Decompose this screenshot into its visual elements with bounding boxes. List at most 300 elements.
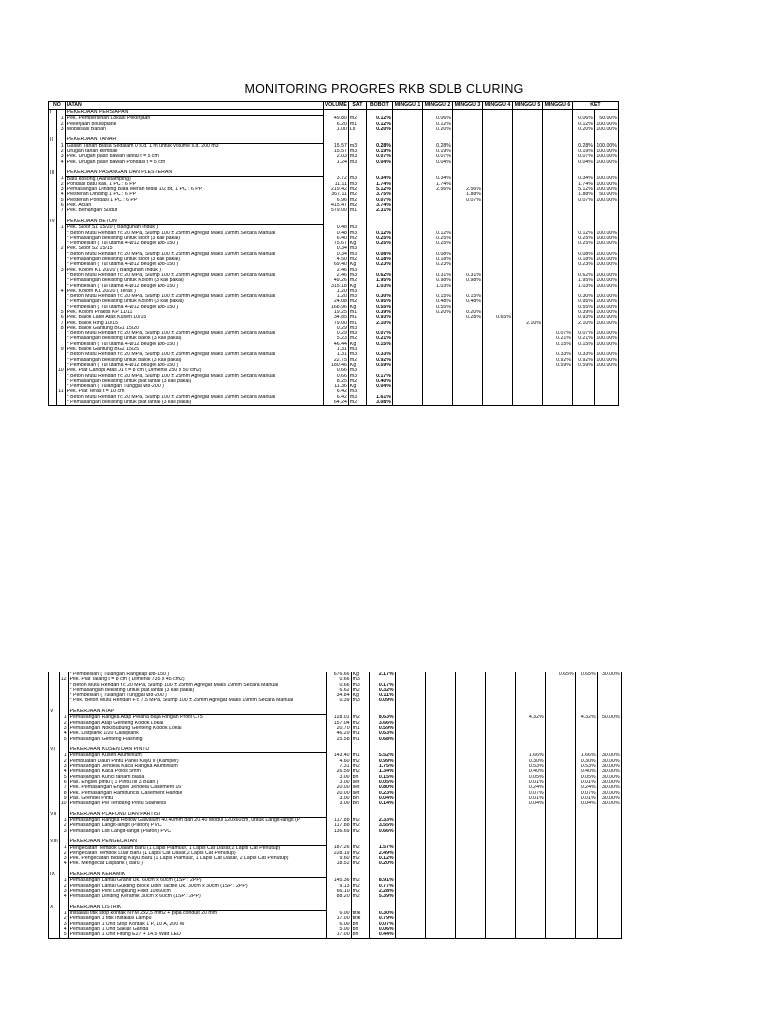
- cell-section: IX: [49, 872, 60, 878]
- cell-bobot: 0.68%: [369, 737, 395, 742]
- cell-bobot: 0.23%: [369, 791, 395, 796]
- cell-unit: bh: [351, 932, 369, 938]
- cell-volume: 415.47: [323, 203, 348, 208]
- cell-ket-percent: 100.00%: [594, 321, 618, 326]
- cell-number: 2: [56, 182, 65, 187]
- cell-minggu-5: [512, 400, 542, 406]
- cell-minggu-4: 0.65%: [482, 315, 512, 320]
- cell-ket-percent: 30.00%: [597, 753, 621, 759]
- cell-unit: m3: [348, 347, 366, 352]
- cell-number: 5: [56, 198, 65, 203]
- cell-bobot: 0.08%: [366, 252, 392, 257]
- cell-number: 7: [56, 208, 65, 213]
- cell-description: Pemasangan Rangka Atap Pelana Baja Ringan Profil C75: [68, 715, 326, 721]
- cell-description: PEKERJAAN KERAMIK: [68, 872, 326, 878]
- table-row: [49, 932, 622, 938]
- cell-unit: m3: [348, 225, 366, 231]
- cell-bobot: 0.32%: [369, 688, 395, 693]
- cell-volume: 0.48: [323, 225, 348, 231]
- cell-description: Pek. Kolom Praktis KP 11/11: [65, 310, 323, 315]
- cell-description: Plesteran Dinding 1 PC : 6 PP: [65, 192, 323, 197]
- cell-volume: 1.31: [323, 352, 348, 357]
- cell-section: V: [49, 709, 60, 715]
- cell-minggu-3: 0.28%: [452, 315, 482, 320]
- cell-section: VI: [49, 747, 60, 753]
- cell-ket-progress: 0.62%: [572, 273, 594, 278]
- header-minggu-5: MINGGU 5: [512, 102, 542, 110]
- cell-number: 4: [59, 731, 68, 736]
- cell-volume: 579.00: [323, 208, 348, 213]
- cell-description: * Beton Mutu Rendah f'c 20 MPa, Slump 100 ± 25mm Agregat Maks 19mm Secara Manual: [65, 252, 323, 257]
- cell-bobot: 0.40%: [366, 379, 392, 384]
- cell-description: Pemasangan Genteng Flashing: [68, 737, 326, 742]
- cell-volume: 8.25: [323, 379, 348, 384]
- cell-minggu-2: 0.20%: [422, 310, 452, 315]
- header-kegiatan: IATAN: [65, 102, 323, 110]
- cell-unit: m2: [348, 336, 366, 341]
- cell-description: PEKERJAAN PLAFOND DAN PARTISI: [68, 812, 326, 818]
- cell-bobot: 1.57%: [369, 845, 395, 851]
- cell-description: * Pembesian ( Tul utama 4-Ø12 beugel Ø8-150 ): [65, 241, 323, 246]
- cell-ket-percent: 100.00%: [594, 127, 618, 132]
- cell-bobot: 1.61%: [366, 395, 392, 400]
- cell-minggu-6: 0.07%: [542, 331, 572, 336]
- cell-number: 1: [59, 878, 68, 884]
- cell-description: Mobilisasi Bahan: [65, 127, 323, 132]
- cell-bobot: 0.17%: [366, 374, 392, 379]
- cell-unit: m3: [348, 368, 366, 373]
- cell-volume: 136.69: [326, 829, 351, 834]
- cell-ket-progress: 0.04%: [572, 160, 594, 165]
- cell-ket-progress: 5.12%: [572, 187, 594, 192]
- cell-volume: 180.46: [323, 363, 348, 368]
- cell-ket-percent: 100.00%: [594, 358, 618, 363]
- cell-description: Pemasangan Lantai Guiding Block Ubin Tactile Uk. 30cm x 30cm (1SP : 2PP): [68, 884, 326, 889]
- cell-description: Pemasangan Langit-langit (Plafon) PVC: [68, 823, 326, 828]
- cell-volume: 0.29: [323, 326, 348, 331]
- cell-bobot: 0.28%: [366, 143, 392, 149]
- cell-minggu-2: 0.04%: [422, 160, 452, 165]
- cell-ket-percent: 100.00%: [594, 154, 618, 159]
- cell-ket-progress: 0.59%: [572, 363, 594, 368]
- cell-volume: 46.29: [326, 731, 351, 736]
- cell-bobot: 2.33%: [369, 818, 395, 824]
- cell-ket-percent: 100.00%: [594, 284, 618, 289]
- cell-minggu-5: 0.53%: [515, 764, 545, 769]
- cell-number: 1: [59, 818, 68, 824]
- cell-ket-progress: 0.18%: [572, 257, 594, 262]
- cell-minggu-2: 0.34%: [422, 176, 452, 182]
- cell-volume: 145.36: [326, 878, 351, 884]
- cell-unit: m2: [348, 379, 366, 384]
- cell-minggu-4: [482, 400, 512, 406]
- cell-unit: bh: [351, 775, 369, 780]
- cell-unit: m3: [348, 326, 366, 331]
- cell-number: 2: [59, 721, 68, 726]
- cell-volume: 1.24: [323, 160, 348, 165]
- cell-bobot: 3.75%: [366, 192, 392, 197]
- cell-volume: 6.42: [323, 389, 348, 394]
- cell-unit: m1: [348, 315, 366, 320]
- cell-bobot: 0.07%: [366, 198, 392, 203]
- cell-unit: m2: [351, 851, 369, 856]
- cell-number: 4: [59, 894, 68, 899]
- cell-bobot: 1.95%: [366, 278, 392, 283]
- cell-bobot: 0.07%: [366, 331, 392, 336]
- cell-description: * Pemasangan bekisting untuk sloof (3 kali pakai): [65, 236, 323, 241]
- cell-ket-progress: 0.12%: [572, 231, 594, 236]
- cell-ket-percent: 30.00%: [597, 775, 621, 780]
- cell-unit: m3: [348, 231, 366, 236]
- cell-ket-percent: 30.00%: [597, 796, 621, 801]
- cell-ket-progress: 0.20%: [572, 127, 594, 132]
- cell-description: Pembuatan Daun Pintu Panel Kayu II (Kamper): [68, 759, 326, 764]
- cell-number: 1: [56, 143, 65, 149]
- cell-unit: m2: [351, 818, 369, 824]
- cell-unit: m2: [351, 769, 369, 774]
- cell-unit: Bh: [351, 801, 369, 806]
- cell-unit: m3: [351, 683, 369, 688]
- cell-description: Pek. Acian: [65, 203, 323, 208]
- cell-volume: 1.31: [323, 347, 348, 352]
- cell-bobot: 2.28%: [369, 889, 395, 894]
- cell-unit: m3: [348, 331, 366, 336]
- header-minggu-4: MINGGU 4: [482, 102, 512, 110]
- cell-minggu-3: 0.48%: [452, 299, 482, 304]
- cell-bobot: 0.79%: [369, 916, 395, 921]
- cell-unit: m1: [351, 726, 369, 731]
- cell-volume: 0.66: [323, 374, 348, 379]
- cell-unit: m2: [351, 823, 369, 828]
- cell-unit: m2: [348, 198, 366, 203]
- cell-unit: m2: [351, 861, 369, 866]
- cell-volume: 34.85: [323, 315, 348, 320]
- cell-description: Pek. Pengecatan Bidang Kayu Baru (1 Lapis Plamuur, 1 Lapis Cat Dasar, 2 Lapis Cat Penutup): [68, 856, 326, 861]
- cell-description: * Pembesian ( Tulangan Rangkap Ø8-150 ): [68, 672, 326, 677]
- cell-bobot: 1.03%: [366, 284, 392, 289]
- cell-description: * Pembesian ( Tulangan Tunggal Ø8-200 ): [68, 693, 326, 698]
- header-no: NO: [49, 102, 66, 110]
- cell-bobot: 0.92%: [366, 358, 392, 363]
- cell-ket-progress: [572, 400, 594, 406]
- cell-unit: m2: [351, 764, 369, 769]
- cell-volume: 18.52: [326, 861, 351, 866]
- header-minggu-6: MINGGU 6: [542, 102, 572, 110]
- cell-unit: Kg: [348, 241, 366, 246]
- cell-ket-progress: 0.34%: [572, 176, 594, 182]
- cell-bobot: 0.30%: [366, 294, 392, 299]
- cell-description: PEKERJAAN PASANGAN DAN PLESTERAN: [65, 170, 323, 176]
- cell-number: 8: [56, 326, 65, 331]
- cell-description: * Pembesian ( Tul utama 4-Ø12 beugel Ø8-150 ): [65, 342, 323, 347]
- cell-unit: m2: [348, 358, 366, 363]
- cell-description: Pondasi batu kali, 1 PC : 6 PP: [65, 182, 323, 187]
- cell-volume: 9.60: [326, 856, 351, 861]
- cell-description: Pek. Urugan pasir bawah lantai t = 5 cm: [65, 154, 323, 159]
- cell-ket-percent: 100.00%: [594, 352, 618, 357]
- cell-section: [49, 400, 57, 406]
- cell-description: Pek. Kolom K1 20/20 ( Bangunan Induk ): [65, 268, 323, 273]
- cell-unit: m2: [351, 889, 369, 894]
- cell-volume: 25.58: [326, 737, 351, 742]
- header-minggu-3: MINGGU 3: [452, 102, 482, 110]
- cell-number: 3: [56, 127, 65, 132]
- cell-ket-progress: 0.04%: [575, 801, 597, 806]
- cell-description: Pengecatan Tembok Luar Baru (1 Lapis Cat Dasar,2 Lapis Cat Penutup): [68, 851, 326, 856]
- cell-unit: m3: [348, 374, 366, 379]
- cell-volume: 3.00: [326, 801, 351, 806]
- cell-description: Pemasangan Pel Tendang Pintu Stainless: [68, 801, 326, 806]
- cell-description: Pemasangan Kaca Polos 5mm: [68, 769, 326, 774]
- cell-ket-percent: [594, 400, 618, 406]
- cell-ket-percent: 30.00%: [597, 759, 621, 764]
- cell-minggu-6: [542, 400, 572, 406]
- cell-volume: 6.96: [323, 198, 348, 203]
- cell-volume: 367.11: [323, 192, 348, 197]
- table-row: [49, 400, 619, 406]
- cell-volume: 315.18: [323, 284, 348, 289]
- cell-bobot: 0.04%: [366, 160, 392, 165]
- cell-number: 2: [59, 759, 68, 764]
- cell-volume: 69.40: [323, 262, 348, 267]
- cell-bobot: 8.63%: [369, 715, 395, 721]
- cell-description: PEKERJAAN ATAP: [68, 709, 326, 715]
- cell-bobot: 0.80%: [369, 785, 395, 790]
- cell-volume: 4.60: [326, 759, 351, 764]
- cell-volume: 24.08: [323, 299, 348, 304]
- cell-minggu-6: 0.92%: [542, 358, 572, 363]
- cell-description: Pek. Kolom K1 20/20 ( Teras ): [65, 289, 323, 294]
- cell-unit: titik: [351, 911, 369, 917]
- cell-number: 8: [59, 791, 68, 796]
- cell-description: Pemasangan 1 titik Instalasi Lampu: [68, 916, 326, 921]
- cell-ket-progress: 1.66%: [575, 753, 597, 759]
- cell-description: * Beton Mutu Rendah f'c 20 MPa, Slump 100 ± 25mm Agregat Maks 19mm Secara Manual: [65, 231, 323, 236]
- cell-description: Pek. Sloof S2 15/15: [65, 246, 323, 251]
- cell-bobot: 2.17%: [369, 672, 395, 677]
- cell-number: 4: [56, 160, 65, 165]
- cell-ket-percent: 100.00%: [594, 262, 618, 267]
- cell-unit: m2: [351, 829, 369, 834]
- cell-ket-percent: 100.00%: [594, 336, 618, 341]
- cell-minggu-2: 0.23%: [422, 262, 452, 267]
- cell-volume: 228.19: [326, 851, 351, 856]
- cell-bobot: 0.25%: [366, 236, 392, 241]
- cell-description: Pemasangan Nok/Bubung Genteng Kodok Lokal: [68, 726, 326, 731]
- cell-bobot: 0.04%: [369, 796, 395, 801]
- cell-volume: 26.59: [326, 769, 351, 774]
- cell-bobot: 0.77%: [369, 884, 395, 889]
- cell-ket-percent: 30.00%: [597, 785, 621, 790]
- cell-description: * Pembesian ( Tulangan Tunggal Ø8-200 ): [65, 384, 323, 389]
- cell-minggu-6: 0.21%: [542, 336, 572, 341]
- cell-unit: m2: [348, 187, 366, 192]
- cell-minggu-2: 2.56%: [422, 187, 452, 192]
- cell-bobot: 0.39%: [366, 310, 392, 315]
- header-minggu-2: MINGGU 2: [422, 102, 452, 110]
- cell-description: * Pemasangan bekisting untuk plat lantai (3 kali pakai): [68, 688, 326, 693]
- cell-bobot: 0.20%: [366, 127, 392, 132]
- cell-unit: m2: [351, 856, 369, 861]
- cell-description: * Pemasangan bekisting untuk balok (3 kali pakai): [65, 358, 323, 363]
- cell-minggu-2: 0.20%: [422, 127, 452, 132]
- cell-section: VIII: [50, 839, 58, 845]
- cell-description: * Pembesian ( Tul utama 4-Ø12 beugel Ø8-150 ): [65, 262, 323, 267]
- cell-number: 3: [56, 154, 65, 159]
- cell-minggu-4: [485, 932, 515, 938]
- cell-unit: Kg: [348, 262, 366, 267]
- cell-unit: m2: [351, 759, 369, 764]
- cell-description: Pek. Pembersihan Lokasi Pekerjaan: [65, 116, 323, 122]
- cell-number: 1: [56, 225, 65, 231]
- cell-volume: 2.46: [323, 273, 348, 278]
- cell-unit: m3: [348, 246, 366, 251]
- cell-minggu-3: 0.31%: [452, 273, 482, 278]
- cell-ket-progress: 0.21%: [572, 336, 594, 341]
- cell-minggu-6: 0.59%: [542, 363, 572, 368]
- cell-description: * Pek. Beton Mutu Rendah F'c 7.5 MPa, Slump 100 ± 25mm Agregat Maks 19mm Secara Manual: [68, 698, 326, 703]
- cell-ket-percent: 50.00%: [597, 715, 621, 721]
- cell-ket-percent: 100.00%: [594, 363, 618, 368]
- cell-bobot: 5.39%: [369, 894, 395, 899]
- cell-volume: 0.34: [323, 246, 348, 251]
- cell-number: 1: [56, 176, 65, 182]
- cell-bobot: 0.07%: [366, 154, 392, 159]
- cell-description: Pemasangan Rangka Hollow Galvalum 40.40mm dan 20.40 Modul 120x60cm, untuk Langit-langit (P: [68, 818, 326, 824]
- cell-ket-percent: 100.00%: [594, 273, 618, 278]
- cell-bobot: 0.07%: [369, 922, 395, 927]
- cell-bobot: 0.33%: [366, 352, 392, 357]
- cell-unit: m2: [351, 894, 369, 899]
- cell-bobot: 0.06%: [369, 927, 395, 932]
- cell-description: Pek. Urugan pasir bawah Pondasi t = 5 cm: [65, 160, 323, 165]
- cell-minggu-2: 0.31%: [422, 273, 452, 278]
- cell-description: Pekerjaan bouwplank: [65, 122, 323, 127]
- cell-unit: m2: [351, 715, 369, 721]
- cell-number: 3: [59, 889, 68, 894]
- cell-volume: 20.00: [326, 785, 351, 790]
- cell-description: * Pembesian ( Tul utama 4-Ø12 beugel Ø8-150 ): [65, 284, 323, 289]
- cell-bobot: 3.66%: [369, 721, 395, 726]
- cell-unit: m3: [348, 273, 366, 278]
- cell-ket-percent: 100.00%: [594, 236, 618, 241]
- cell-ket-percent: 30.00%: [597, 672, 621, 677]
- cell-bobot: 5.12%: [366, 187, 392, 192]
- cell-bobot: 0.62%: [366, 273, 392, 278]
- cell-description: Pek. Balok Gantung BG2 15/25: [65, 347, 323, 352]
- cell-volume: 75.67: [323, 241, 348, 246]
- cell-number: 3: [56, 187, 65, 192]
- cell-ket-progress: 1.88%: [572, 192, 594, 197]
- cell-minggu-3: 0.20%: [452, 310, 482, 315]
- cell-bobot: 0.34%: [366, 176, 392, 182]
- cell-ket-percent: 30.00%: [597, 801, 621, 806]
- cell-bobot: 0.12%: [366, 231, 392, 236]
- cell-ket-progress: 0.53%: [575, 764, 597, 769]
- cell-number: 4: [59, 769, 68, 774]
- cell-minggu-2: 0.55%: [422, 305, 452, 310]
- cell-number: 6: [56, 203, 65, 208]
- cell-unit: m1: [348, 122, 366, 127]
- cell-number: 4: [59, 927, 68, 932]
- cell-description: PEKERJAAN PERSIAPAN: [65, 110, 323, 116]
- cell-bobot: 0.19%: [366, 149, 392, 154]
- cell-volume: 17.00: [326, 916, 351, 921]
- cell-number: 12: [60, 677, 67, 683]
- cell-ket-progress: 0.55%: [572, 305, 594, 310]
- cell-volume: 3.00: [326, 796, 351, 801]
- cell-description: PEKERJAAN BETON: [65, 219, 323, 225]
- cell-unit: m2: [351, 884, 369, 889]
- cell-ket-percent: 100.00%: [594, 187, 618, 192]
- cell-bobot: 0.11%: [369, 693, 395, 698]
- cell-bobot: 0.30%: [369, 911, 395, 917]
- cell-number: 4: [56, 192, 65, 197]
- cell-ket-percent: 30.00%: [597, 780, 621, 785]
- cell-ket-progress: 0.07%: [575, 791, 597, 796]
- cell-ket-progress: 0.19%: [572, 149, 594, 154]
- cell-ket-progress: 4.32%: [575, 715, 597, 721]
- cell-minggu-2: 0.15%: [422, 294, 452, 299]
- cell-minggu-2: 0.25%: [422, 241, 452, 246]
- cell-description: Pemasangan Kusen Aluminium: [68, 753, 326, 759]
- cell-unit: set: [351, 791, 369, 796]
- cell-minggu-3: 1.88%: [452, 192, 482, 197]
- cell-section: I: [49, 110, 57, 116]
- cell-bobot: 0.63%: [369, 731, 395, 736]
- cell-minggu-3: [455, 932, 485, 938]
- cell-ket-progress: 0.23%: [572, 262, 594, 267]
- progress-table-top: [48, 101, 619, 406]
- cell-unit: m3: [348, 182, 366, 187]
- cell-unit: m1: [351, 753, 369, 759]
- cell-ket-percent: 100.00%: [594, 149, 618, 154]
- cell-ket-progress: 0.01%: [575, 780, 597, 785]
- cell-unit: Kg: [348, 305, 366, 310]
- cell-number: 10: [57, 368, 64, 374]
- cell-number: 9: [56, 347, 65, 352]
- cell-unit: m2: [351, 878, 369, 884]
- cell-ket-percent: 100.00%: [594, 278, 618, 283]
- cell-volume: 168.96: [323, 305, 348, 310]
- cell-volume: 49.26: [323, 278, 348, 283]
- cell-minggu-2: 0.18%: [422, 257, 452, 262]
- cell-bobot: 0.12%: [366, 122, 392, 127]
- cell-number: 5: [59, 737, 68, 742]
- cell-unit: m3: [348, 149, 366, 154]
- cell-volume: 46.44: [323, 342, 348, 347]
- header-volume: VOLUME: [324, 101, 347, 108]
- cell-unit: m3: [348, 389, 366, 394]
- cell-bobot: 0.05%: [369, 780, 395, 785]
- cell-bobot: 0.09%: [369, 698, 395, 703]
- cell-bobot: 3.55%: [369, 823, 395, 828]
- cell-ket-percent: 100.00%: [594, 176, 618, 182]
- header-sat: SAT: [348, 102, 366, 110]
- cell-minggu-2: 0.08%: [422, 252, 452, 257]
- cell-ket-progress: 0.08%: [572, 252, 594, 257]
- cell-bobot: 0.66%: [369, 829, 395, 834]
- cell-number: 3: [59, 856, 68, 861]
- cell-ket-progress: 0.30%: [572, 294, 594, 299]
- cell-description: * Beton Mutu Rendah f'c 20 MPa, Slump 100 ± 25mm Agregat Maks 19mm Secara Manual: [65, 374, 323, 379]
- cell-ket-progress: 0.12%: [572, 122, 594, 127]
- cell-description: Plesteran Pondasi 1 PC : 6 PP: [65, 198, 323, 203]
- cell-bobot: 0.59%: [369, 726, 395, 731]
- cell-description: * Pemasangan bekisting untuk balok (3 kali pakai): [65, 336, 323, 341]
- cell-minggu-5: 4.32%: [515, 715, 545, 721]
- cell-volume: 0.66: [326, 677, 351, 682]
